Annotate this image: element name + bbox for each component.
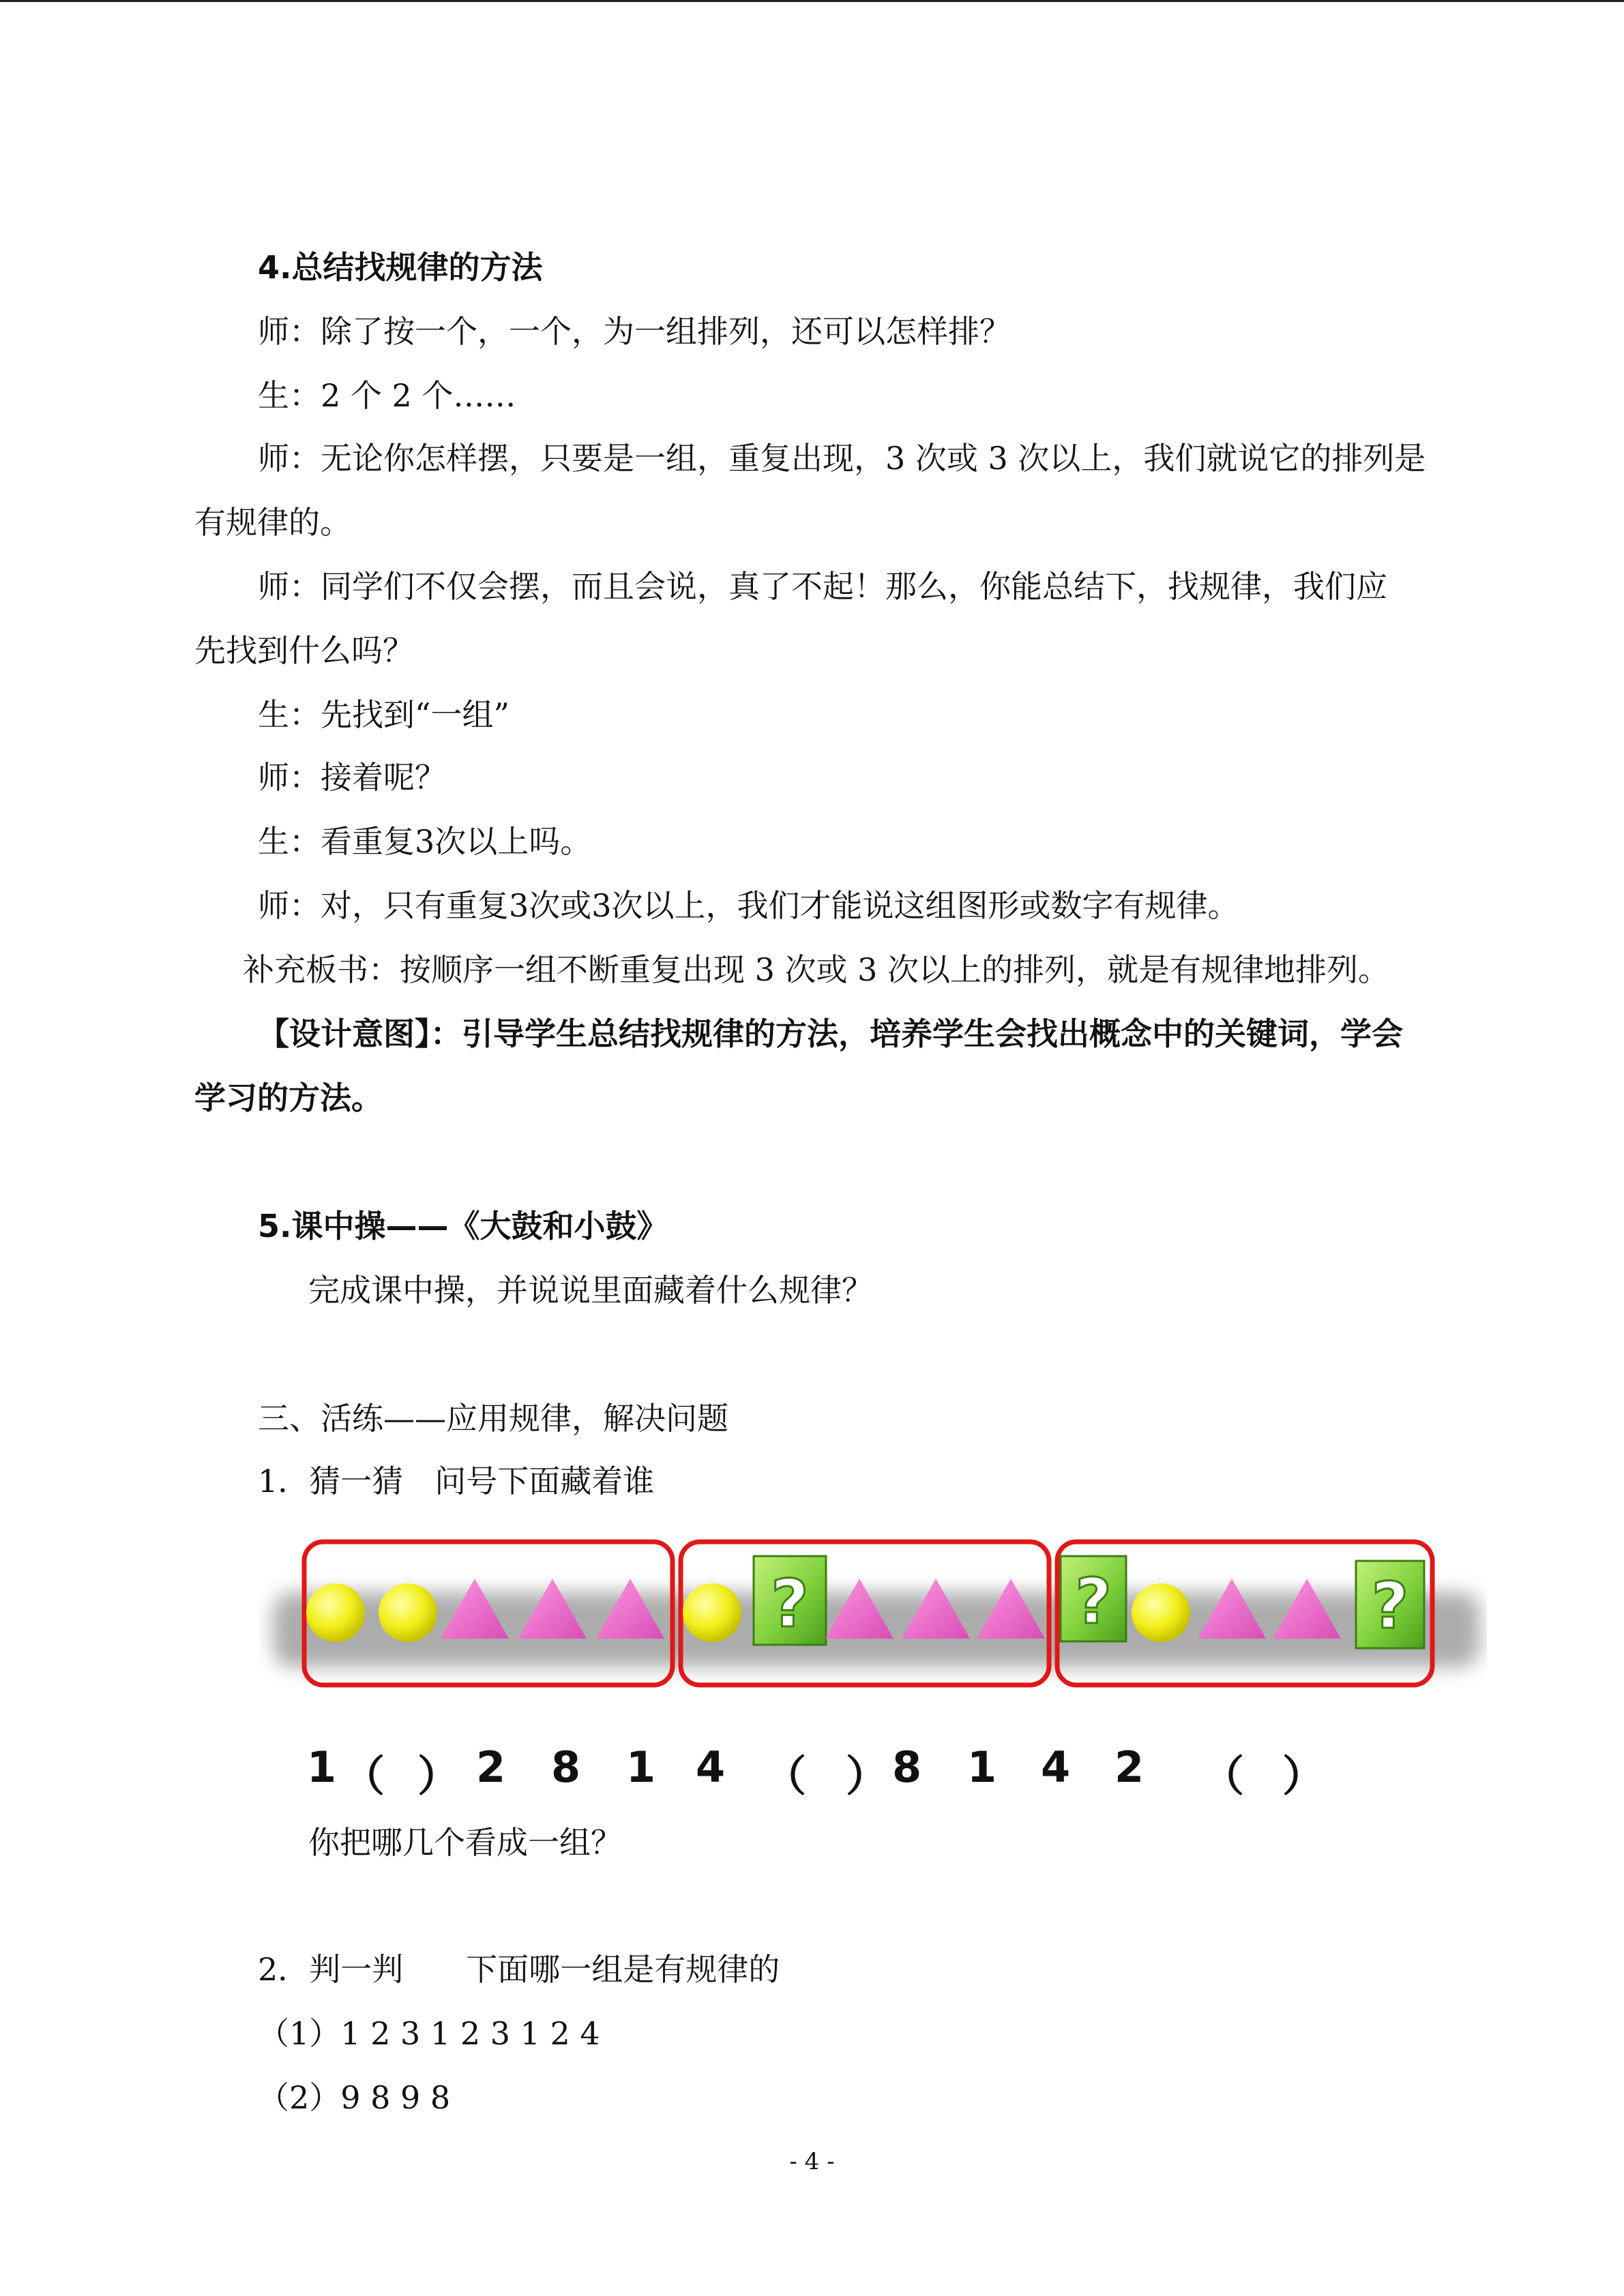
section-5-heading: 5.课中操——《大鼓和小鼓》 <box>258 1208 668 1244</box>
board-note: 补充板书：按顺序一组不断重复出现 3 次或 3 次以上的排列，就是有规律地排列。 <box>243 951 1390 988</box>
sequence-item: （ <box>764 1751 807 1801</box>
svg-text:?: ? <box>771 1566 809 1642</box>
paragraph-line: 师：同学们不仅会摆，而且会说，真了不起！那么，你能总结下，找规律，我们应 <box>258 568 1387 605</box>
question-box-icon <box>1061 1556 1126 1641</box>
paragraph-line: 师：对，只有重复3次或3次以上，我们才能说这组图形或数字有规律。 <box>258 887 1239 924</box>
page-number: - 4 - <box>789 2148 835 2175</box>
svg-text:?: ? <box>1371 1569 1409 1643</box>
paragraph-line: 师：无论你怎样摆，只要是一组，重复出现，3 次或 3 次以上，我们就说它的排列是 <box>258 440 1426 477</box>
question-1-title: 1．猜一猜 问号下面藏着谁 <box>258 1463 655 1500</box>
paragraph-line: 师：接着呢？ <box>258 759 446 796</box>
sequence-item: 1 <box>967 1742 997 1792</box>
pattern-figure <box>259 1531 1487 1701</box>
sequence-item: ） <box>417 1751 460 1801</box>
sequence-item: 2 <box>1114 1742 1145 1792</box>
sequence-item: 8 <box>551 1742 581 1792</box>
sequence-item: ） <box>1282 1751 1325 1801</box>
paragraph-line: 师：除了按一个，一个，为一组排列，还可以怎样排？ <box>258 313 1011 350</box>
sequence-item: 4 <box>1041 1742 1071 1792</box>
sequence-item: 8 <box>892 1742 922 1792</box>
sequence-item: 1 <box>307 1742 337 1792</box>
paragraph-line: 先找到什么吗？ <box>194 632 414 669</box>
question-1-followup: 你把哪几个看成一组？ <box>308 1824 622 1861</box>
question-2-option: （2）9 8 9 8 <box>258 2079 451 2116</box>
sequence-item: 1 <box>626 1742 656 1792</box>
top-rule <box>0 0 1624 2</box>
yellow-circle-icon <box>1132 1583 1190 1642</box>
paragraph-line: 有规律的。 <box>194 504 351 541</box>
part-3-heading: 三、活练——应用规律，解决问题 <box>258 1400 728 1437</box>
design-intent-line-2: 学习的方法。 <box>194 1079 383 1116</box>
question-2-option: （1）1 2 3 1 2 3 1 2 4 <box>258 2015 600 2052</box>
number-sequence <box>300 1742 1460 1801</box>
paragraph-line: 生：先找到“一组” <box>258 696 510 733</box>
paragraph-line: 完成课中操，并说说里面藏着什么规律？ <box>308 1272 873 1309</box>
yellow-circle-icon <box>306 1583 365 1642</box>
sequence-item: 4 <box>696 1742 726 1792</box>
yellow-circle-icon <box>379 1583 437 1642</box>
section-4-heading: 4.总结找规律的方法 <box>258 249 543 286</box>
question-box-icon <box>1356 1561 1424 1648</box>
sequence-item: ） <box>846 1751 889 1801</box>
yellow-circle-icon <box>683 1583 741 1642</box>
sequence-item: （ <box>1202 1751 1245 1801</box>
sequence-item: 2 <box>476 1742 506 1792</box>
svg-text:?: ? <box>1075 1565 1112 1638</box>
paragraph-line: 生：看重复3次以上吗。 <box>258 823 592 860</box>
paragraph-line: 生：2 个 2 个…… <box>258 377 516 414</box>
question-box-icon <box>754 1556 826 1645</box>
question-2-title: 2．判一判 下面哪一组是有规律的 <box>258 1951 780 1988</box>
design-intent-line-1: 【设计意图】：引导学生总结找规律的方法，培养学生会找出概念中的关键词，学会 <box>258 1015 1403 1052</box>
sequence-item: （ <box>342 1751 385 1801</box>
